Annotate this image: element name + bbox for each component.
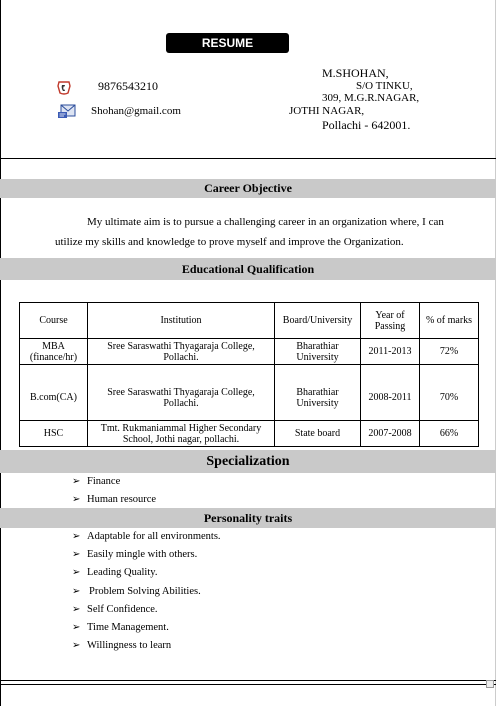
table-row <box>20 339 479 365</box>
header-divider <box>0 158 496 159</box>
arrowhead-bullet-icon: ➢ <box>72 494 81 505</box>
cell-course: MBA (finance/hr) <box>20 339 88 365</box>
list-item: ➢ Problem Solving Abilities. <box>72 585 201 597</box>
cell-institution: Tmt. Rukmaniammal Higher Secondary School, Jothi nagar, pollachi. <box>88 421 275 447</box>
education-table <box>19 302 479 447</box>
cell-board: Bharathiar University <box>275 339 361 365</box>
cell-course: HSC <box>20 421 88 447</box>
list-item: ➢ Self Confidence. <box>72 603 158 615</box>
column-header-percent: % of marks <box>420 303 479 339</box>
address-line: S/O TINKU, <box>356 80 413 92</box>
education-heading: Educational Qualification <box>0 258 496 280</box>
arrowhead-bullet-icon: ➢ <box>72 621 81 633</box>
specialization-heading: Specialization <box>0 450 496 473</box>
address-name: M.SHOHAN, <box>322 66 389 80</box>
career-objective-text: utilize my skills and knowledge to prove myself and improve the Organization. <box>55 236 404 248</box>
address-line: 309, M.G.R.NAGAR, <box>322 92 420 104</box>
footer-divider <box>0 684 496 685</box>
phone-number: 9876543210 <box>98 79 158 93</box>
cell-board: State board <box>275 421 361 447</box>
cell-year: 2007-2008 <box>361 421 420 447</box>
address-city: Pollachi - 642001. <box>322 118 411 132</box>
list-item: ➢ Human resource <box>72 494 157 505</box>
cell-percent: 66% <box>420 421 479 447</box>
arrowhead-bullet-icon: ➢ <box>72 603 81 615</box>
list-item: ➢ Adaptable for all environments. <box>72 531 221 542</box>
arrowhead-bullet-icon: ➢ <box>72 640 81 652</box>
resume-badge: RESUME <box>166 33 289 53</box>
column-header-institution: Institution <box>88 303 275 339</box>
cell-year: 2008-2011 <box>361 365 420 421</box>
arrowhead-bullet-icon: ➢ <box>72 549 81 561</box>
mail-icon <box>58 103 78 119</box>
phone-icon <box>57 81 71 95</box>
list-item: ➢ Willingness to learn <box>72 640 172 652</box>
email-address: Shohan@gmail.com <box>91 105 181 117</box>
table-header-row <box>20 303 479 339</box>
arrowhead-bullet-icon: ➢ <box>72 531 81 542</box>
arrowhead-bullet-icon: ➢ <box>72 476 81 487</box>
career-objective-heading: Career Objective <box>0 179 496 198</box>
table-row <box>20 365 479 421</box>
column-header-course: Course <box>20 303 88 339</box>
cell-percent: 70% <box>420 365 479 421</box>
specialization-list <box>72 475 156 511</box>
cell-percent: 72% <box>420 339 479 365</box>
list-item: ➢ Easily mingle with others. <box>72 549 198 561</box>
cell-institution: Sree Saraswathi Thyagaraja College, Pollachi. <box>88 365 275 421</box>
career-objective-text: My ultimate aim is to pursue a challenging career in an organization where, I can <box>87 216 444 228</box>
resize-handle-icon <box>486 680 494 688</box>
cell-institution: Sree Saraswathi Thyagaraja College, Pollachi. <box>88 339 275 365</box>
arrowhead-bullet-icon: ➢ <box>72 567 81 579</box>
cell-course: B.com(CA) <box>20 365 88 421</box>
table-row <box>20 421 479 447</box>
page-left-border <box>0 0 1 706</box>
list-item: ➢ Leading Quality. <box>72 567 158 579</box>
personality-traits-list <box>72 530 221 657</box>
personality-traits-heading: Personality traits <box>0 508 496 528</box>
list-item: ➢ Finance <box>72 476 121 487</box>
list-item: ➢ Time Management. <box>72 621 169 633</box>
arrowhead-bullet-icon: ➢ <box>72 585 81 597</box>
column-header-year: Year of Passing <box>361 303 420 339</box>
cell-year: 2011-2013 <box>361 339 420 365</box>
address-line: JOTHI NAGAR, <box>289 105 365 117</box>
column-header-board: Board/University <box>275 303 361 339</box>
footer-divider <box>0 680 496 681</box>
cell-board: Bharathiar University <box>275 365 361 421</box>
